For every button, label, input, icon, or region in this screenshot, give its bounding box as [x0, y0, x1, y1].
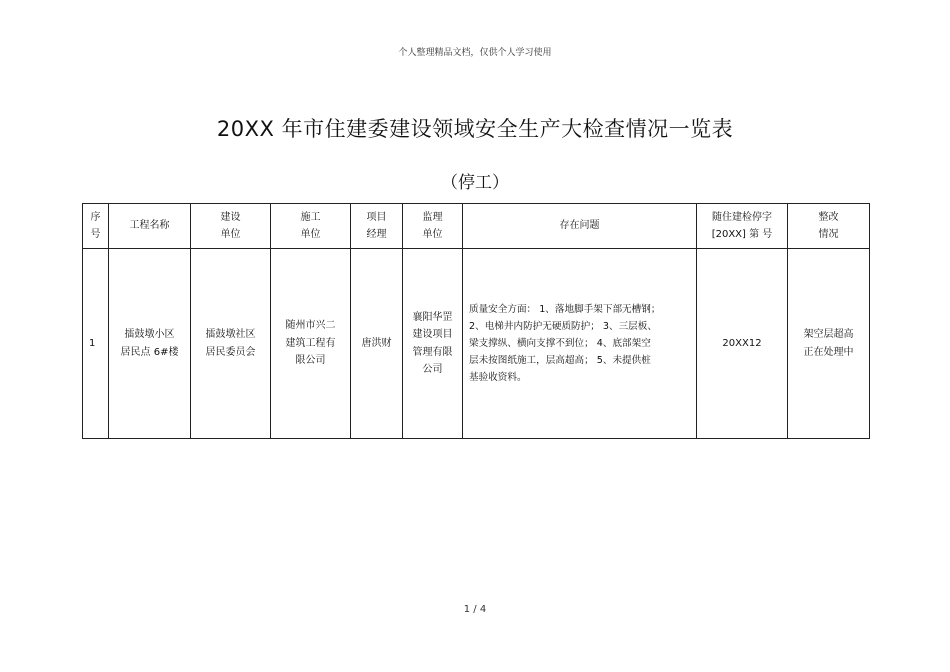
header-note: 个人整理精品文档，仅供个人学习使用 — [398, 48, 552, 58]
cell-seq: 1 — [83, 249, 109, 439]
header-manager-line-2: 经理 — [366, 229, 387, 240]
cell-issues — [463, 249, 697, 439]
header-seq-line-1: 序 — [90, 211, 101, 223]
cell-contractor-line-3: 限公司 — [295, 355, 326, 367]
cell-builder-line-2: 居民委员会 — [205, 346, 256, 358]
cell-issues-line-1: 质量安全方面： 1、落地脚手架下部无槽钢； — [469, 303, 661, 315]
header-seq-line-2: 号 — [90, 229, 101, 240]
header-issues-line-1: 存在问题 — [559, 220, 600, 232]
cell-contractor-line-2: 建筑工程有 — [285, 337, 336, 349]
cell-supervisor-line-3: 管理有限 — [412, 346, 453, 358]
header-rectify-line-1: 整改 — [818, 211, 839, 223]
cell-project — [109, 249, 191, 439]
table-header-row — [83, 204, 870, 249]
header-contractor-line-1: 施工 — [300, 211, 321, 223]
header-supervisor-line-2: 单位 — [422, 229, 443, 240]
header-builder-line-2: 单位 — [220, 229, 241, 240]
cell-issues-line-4: 层未按图纸施工，层高超高； 5、未提供桩 — [469, 355, 651, 367]
header-manager-line-1: 项目 — [366, 211, 387, 223]
header-order — [697, 204, 788, 249]
document-subtitle: （停工） — [441, 173, 509, 193]
header-contractor-line-2: 单位 — [300, 229, 321, 240]
inspection-table — [82, 203, 870, 439]
header-supervisor — [403, 204, 463, 249]
document-title: 20XX 年市住建委建设领域安全生产大检查情况一览表 — [216, 117, 734, 141]
header-supervisor-line-1: 监理 — [422, 211, 443, 223]
header-contractor — [271, 204, 351, 249]
table-row — [83, 249, 870, 439]
header-builder-line-1: 建设 — [220, 211, 241, 223]
header-seq — [83, 204, 109, 249]
header-order-line-1: 随住建检停字 — [712, 211, 772, 223]
header-project-line-1: 工程名称 — [129, 220, 170, 232]
header-project — [109, 204, 191, 249]
cell-rectify-line-1: 架空层超高 — [803, 329, 854, 340]
cell-contractor — [271, 249, 351, 439]
cell-project-line-2: 居民点 6#楼 — [120, 346, 179, 358]
cell-supervisor-line-2: 建设项目 — [412, 329, 453, 340]
cell-supervisor-line-4: 公司 — [422, 364, 443, 375]
cell-supervisor-line-1: 襄阳华罡 — [412, 311, 453, 323]
cell-issues-line-5: 基验收资料。 — [469, 372, 527, 384]
header-builder — [191, 204, 271, 249]
cell-issues-line-2: 2、电梯井内防护无硬质防护； 3、三层板、 — [469, 320, 657, 332]
cell-project-line-1: 擂鼓墩小区 — [124, 329, 175, 340]
cell-builder — [191, 249, 271, 439]
header-manager — [351, 204, 403, 249]
header-rectify — [788, 204, 870, 249]
header-order-line-2: [20XX] 第 号 — [711, 229, 773, 240]
header-issues — [463, 204, 697, 249]
cell-rectify — [788, 249, 870, 439]
cell-issues-line-3: 梁支撑纵、横向支撑不到位； 4、底部架空 — [469, 337, 651, 349]
cell-supervisor — [403, 249, 463, 439]
cell-rectify-line-2: 正在处理中 — [803, 346, 854, 358]
cell-contractor-line-1: 随州市兴二 — [285, 320, 336, 332]
cell-order: 20XX12 — [697, 249, 788, 439]
header-rectify-line-2: 情况 — [818, 229, 839, 240]
cell-manager: 唐洪财 — [351, 249, 403, 439]
cell-builder-line-1: 擂鼓墩社区 — [205, 329, 256, 340]
page-number: 1 / 4 — [463, 604, 487, 615]
